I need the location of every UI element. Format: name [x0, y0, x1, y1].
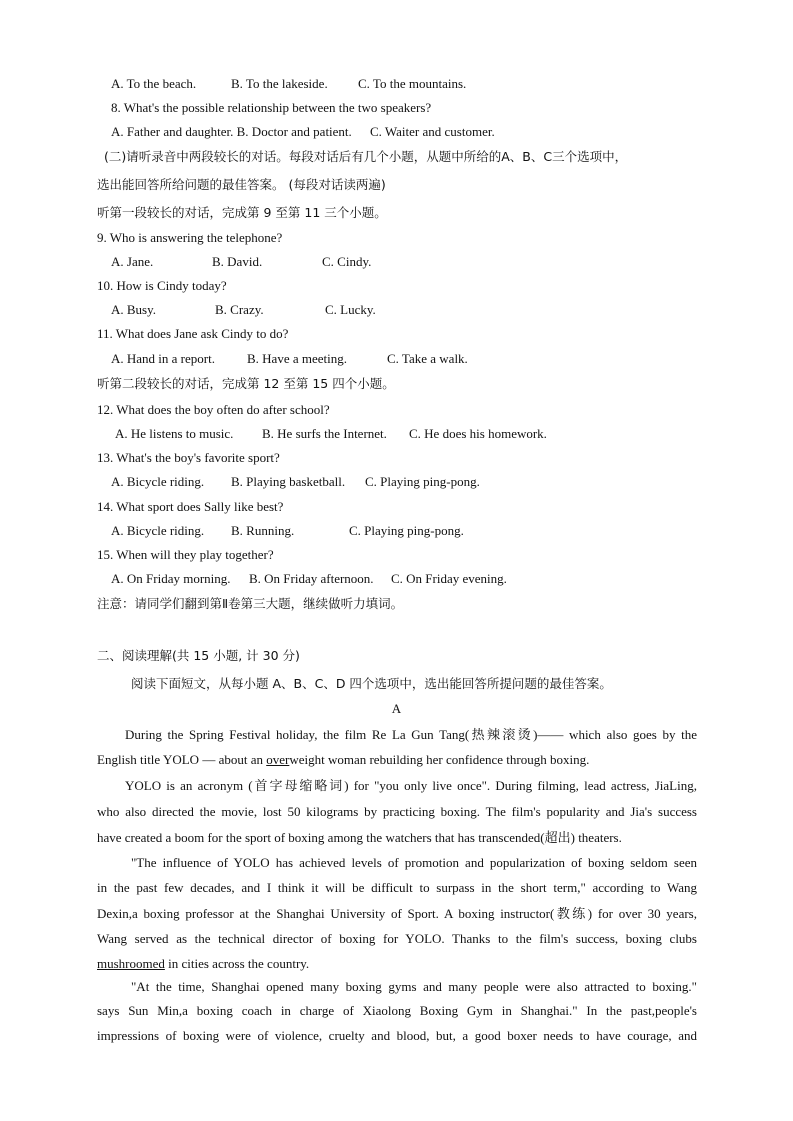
question-11-stem: 11. What does Jane ask Cindy to do? — [97, 326, 289, 341]
note: 注意：请同学们翻到第Ⅱ卷第三大题，继续做听力填词。 — [97, 596, 404, 611]
option-c: C. He does his homework. — [409, 426, 547, 441]
question-13-stem: 13. What's the boy's favorite sport? — [97, 450, 280, 465]
reading-heading: 二、阅读理解(共 15 小题, 计 30 分) — [97, 648, 300, 663]
paragraph-2-line-3: have created a boom for the sport of boxing among the watchers that has transcended(超出) theaters. — [97, 830, 622, 845]
paragraph-1-line-2 — [97, 752, 589, 768]
underlined-word: mushroomed — [97, 956, 165, 971]
option-b: B. Have a meeting. — [247, 351, 347, 366]
paragraph-3-line-3: Dexin,a boxing professor at the Shanghai University of Sport. A boxing instructor(教练) for over 30 years, — [97, 906, 697, 921]
option-c: C. Take a walk. — [387, 351, 468, 366]
dialogue-1-intro: 听第一段较长的对话，完成第 9 至第 11 三个小题。 — [97, 205, 387, 220]
text-segment: in cities across the country. — [164, 956, 310, 971]
option-b: B. David. — [212, 254, 263, 269]
option-a: A. Jane. — [111, 254, 154, 269]
option-c: C. Playing ping-pong. — [349, 523, 464, 538]
paragraph-3-line-2: in the past few decades, and I think it will be difficult to surpass in the short term," according to Wang — [97, 880, 697, 895]
option-a: A. Hand in a report. — [111, 351, 215, 366]
option-c: C. Playing ping-pong. — [365, 474, 480, 489]
paragraph-3-line-5 — [97, 956, 309, 972]
paragraph-4-line-1: "At the time, Shanghai opened many boxing gyms and many people were also attracted to boxing." — [131, 979, 697, 994]
option-ab: A. Father and daughter. B. Doctor and patient. — [111, 124, 352, 139]
question-15-stem: 15. When will they play together? — [97, 547, 274, 562]
question-10-stem: 10. How is Cindy today? — [97, 278, 227, 293]
dialogue-2-intro: 听第二段较长的对话，完成第 12 至第 15 四个小题。 — [97, 376, 395, 391]
paragraph-3-line-1: "The influence of YOLO has achieved levels of promotion and popularization of boxing seldom seen — [131, 855, 697, 870]
option-b: B. Crazy. — [215, 302, 264, 317]
question-9-stem: 9. Who is answering the telephone? — [97, 230, 283, 245]
option-b: B. He surfs the Internet. — [262, 426, 387, 441]
option-c: C. Lucky. — [325, 302, 376, 317]
text-segment: weight woman rebuilding her confidence through boxing. — [289, 752, 590, 767]
paragraph-2-line-2: who also directed the movie, lost 50 kilograms by practicing boxing. The film's popularity and Jia's success — [97, 804, 697, 819]
option-c: C. Waiter and customer. — [370, 124, 495, 139]
option-b: B. On Friday afternoon. — [249, 571, 374, 586]
option-a: A. Busy. — [111, 302, 157, 317]
passage-label: A — [391, 701, 402, 716]
question-12-stem: 12. What does the boy often do after school? — [97, 402, 330, 417]
option-c: C. Cindy. — [322, 254, 372, 269]
option-a: A. He listens to music. — [115, 426, 234, 441]
option-a: A. Bicycle riding. — [111, 474, 205, 489]
option-a: A. To the beach. — [111, 76, 197, 91]
text-segment: English title YOLO — about an — [97, 752, 267, 767]
section-intro-line-2: 选出能回答所给问题的最佳答案。 (每段对话读两遍) — [97, 177, 386, 192]
option-c: C. To the mountains. — [358, 76, 467, 91]
paragraph-1-line-1: During the Spring Festival holiday, the film Re La Gun Tang(热辣滚烫)—— which also goes by the — [125, 727, 697, 742]
option-a: A. On Friday morning. — [111, 571, 231, 586]
reading-instruction: 阅读下面短文，从每小题 A、B、C、D 四个选项中，选出能回答所提问题的最佳答案。 — [131, 676, 612, 691]
paragraph-3-line-4: Wang served as the technical director of boxing for YOLO. Thanks to the film's success, boxing clubs — [97, 931, 697, 946]
section-intro-line-1: (二)请听录音中两段较长的对话。每段对话后有几个小题，从题中所给的A、B、C三个选项中， — [104, 149, 628, 164]
option-b: B. To the lakeside. — [231, 76, 328, 91]
option-a: A. Bicycle riding. — [111, 523, 205, 538]
paragraph-4-line-3: impressions of boxing were of violence, cruelty and blood, but, a good boxer needs to have courage, and — [97, 1028, 697, 1043]
underlined-word: over — [266, 752, 290, 767]
option-b: B. Running. — [231, 523, 295, 538]
option-c: C. On Friday evening. — [391, 571, 507, 586]
paragraph-4-line-2: says Sun Min,a boxing coach in charge of Xiaolong Boxing Gym in Shanghai." In the past,people's — [97, 1003, 697, 1018]
paragraph-2-line-1: YOLO is an acronym (首字母缩略词) for "you only live once". During filming, lead actress, JiaLing, — [125, 778, 697, 793]
option-b: B. Playing basketball. — [231, 474, 346, 489]
question-8-stem: 8. What's the possible relationship between the two speakers? — [111, 100, 432, 115]
question-14-stem: 14. What sport does Sally like best? — [97, 499, 284, 514]
